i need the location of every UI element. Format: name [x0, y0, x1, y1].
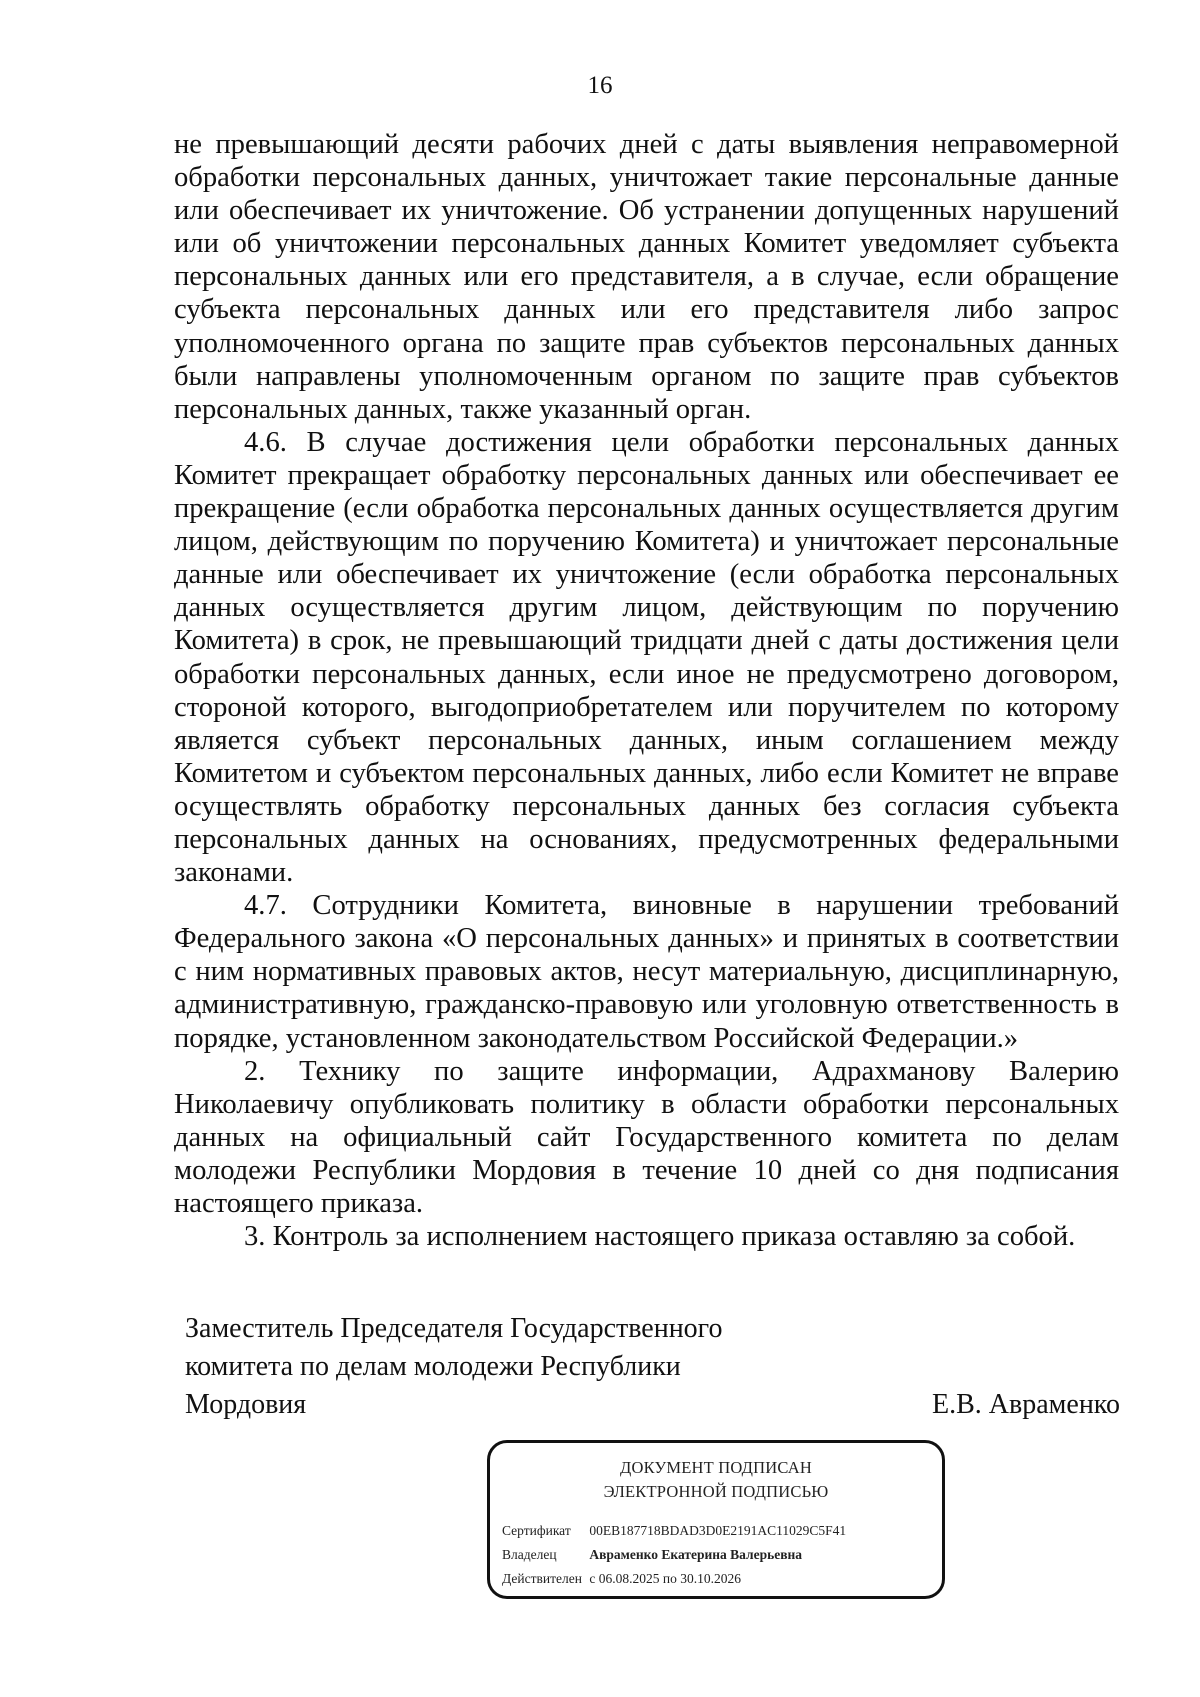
owner-label: Владелец	[502, 1547, 557, 1562]
signatory-name: Е.В. Авраменко	[932, 1389, 1120, 1420]
signature-block	[185, 1310, 1120, 1424]
stamp-validity-row	[502, 1571, 741, 1587]
document-body	[174, 128, 1119, 1253]
paragraph: 2. Технику по защите информации, Адрахманову Валерию Николаевичу опубликовать политику в области обработки персональных данных на официальный сайт Государственного комитета по делам молодежи Республики Мордовия в течение 10 дней со дня подписания настоящего приказа.	[174, 1055, 1119, 1219]
stamp-title-line: ДОКУМЕНТ ПОДПИСАН	[620, 1458, 812, 1477]
stamp-title-line: ЭЛЕКТРОННОЙ ПОДПИСЬЮ	[603, 1482, 829, 1501]
stamp-certificate-row	[502, 1523, 846, 1539]
paragraph: не превышающий десяти рабочих дней с даты выявления неправомерной обработки персональных данных, уничтожает такие персональные данные или обеспечивает их уничтожение. Об устранении допущенных нарушений или об уничтожении персональных данных Комитет уведомляет субъекта персональных данных или его представителя, а в случае, если обращение субъекта персональных данных или его представителя либо запрос уполномоченного органа по защите прав субъектов персональных данных были направлены уполномоченным органом по защите прав субъектов персональных данных, также указанный орган.	[174, 129, 1119, 425]
certificate-label: Сертификат	[502, 1523, 571, 1538]
validity-value: с 06.08.2025 по 30.10.2026	[589, 1571, 741, 1586]
stamp-title	[490, 1456, 942, 1504]
page-number: 16	[587, 72, 613, 99]
paragraph: 3. Контроль за исполнением настоящего приказа оставляю за собой.	[244, 1221, 1076, 1253]
paragraph: 4.7. Сотрудники Комитета, виновные в нарушении требований Федерального закона «О персональных данных» и принятых в соответствии с ним нормативных правовых актов, несут материальную, дисциплинарную, административную, гражданско-правовую или уголовную ответственность в порядке, установленном законодательством Российской Федерации.»	[174, 890, 1119, 1054]
signatory-position-line: комитета по делам молодежи Республики	[185, 1351, 681, 1382]
signature-last-line	[185, 1386, 1120, 1424]
stamp-owner-row	[502, 1547, 802, 1563]
signatory-position-line: Заместитель Председателя Государственного	[185, 1313, 723, 1344]
paragraph: 4.6. В случае достижения цели обработки персональных данных Комитет прекращает обработку персональных данных или обеспечивает ее прекращение (если обработка персональных данных осуществляется другим лицом, действующим по поручению Комитета) и уничтожает персональные данные или обеспечивает их уничтожение (если обработка персональных данных осуществляется другим лицом, действующим по поручению Комитета) в срок, не превышающий тридцати дней с даты достижения цели обработки персональных данных, если иное не предусмотрено договором, стороной которого, выгодоприобретателем или поручителем по которому является субъект персональных данных, иным соглашением между Комитетом и субъектом персональных данных, либо если Комитет не вправе осуществлять обработку персональных данных без согласия субъекта персональных данных на основаниях, предусмотренных федеральными законами.	[174, 426, 1119, 889]
validity-label: Действителен	[502, 1571, 582, 1586]
certificate-value: 00EB187718BDAD3D0E2191AC11029C5F41	[589, 1523, 847, 1538]
owner-value: Авраменко Екатерина Валерьевна	[589, 1547, 803, 1562]
electronic-signature-stamp	[487, 1440, 945, 1599]
signatory-position-line: Мордовия	[185, 1389, 307, 1420]
